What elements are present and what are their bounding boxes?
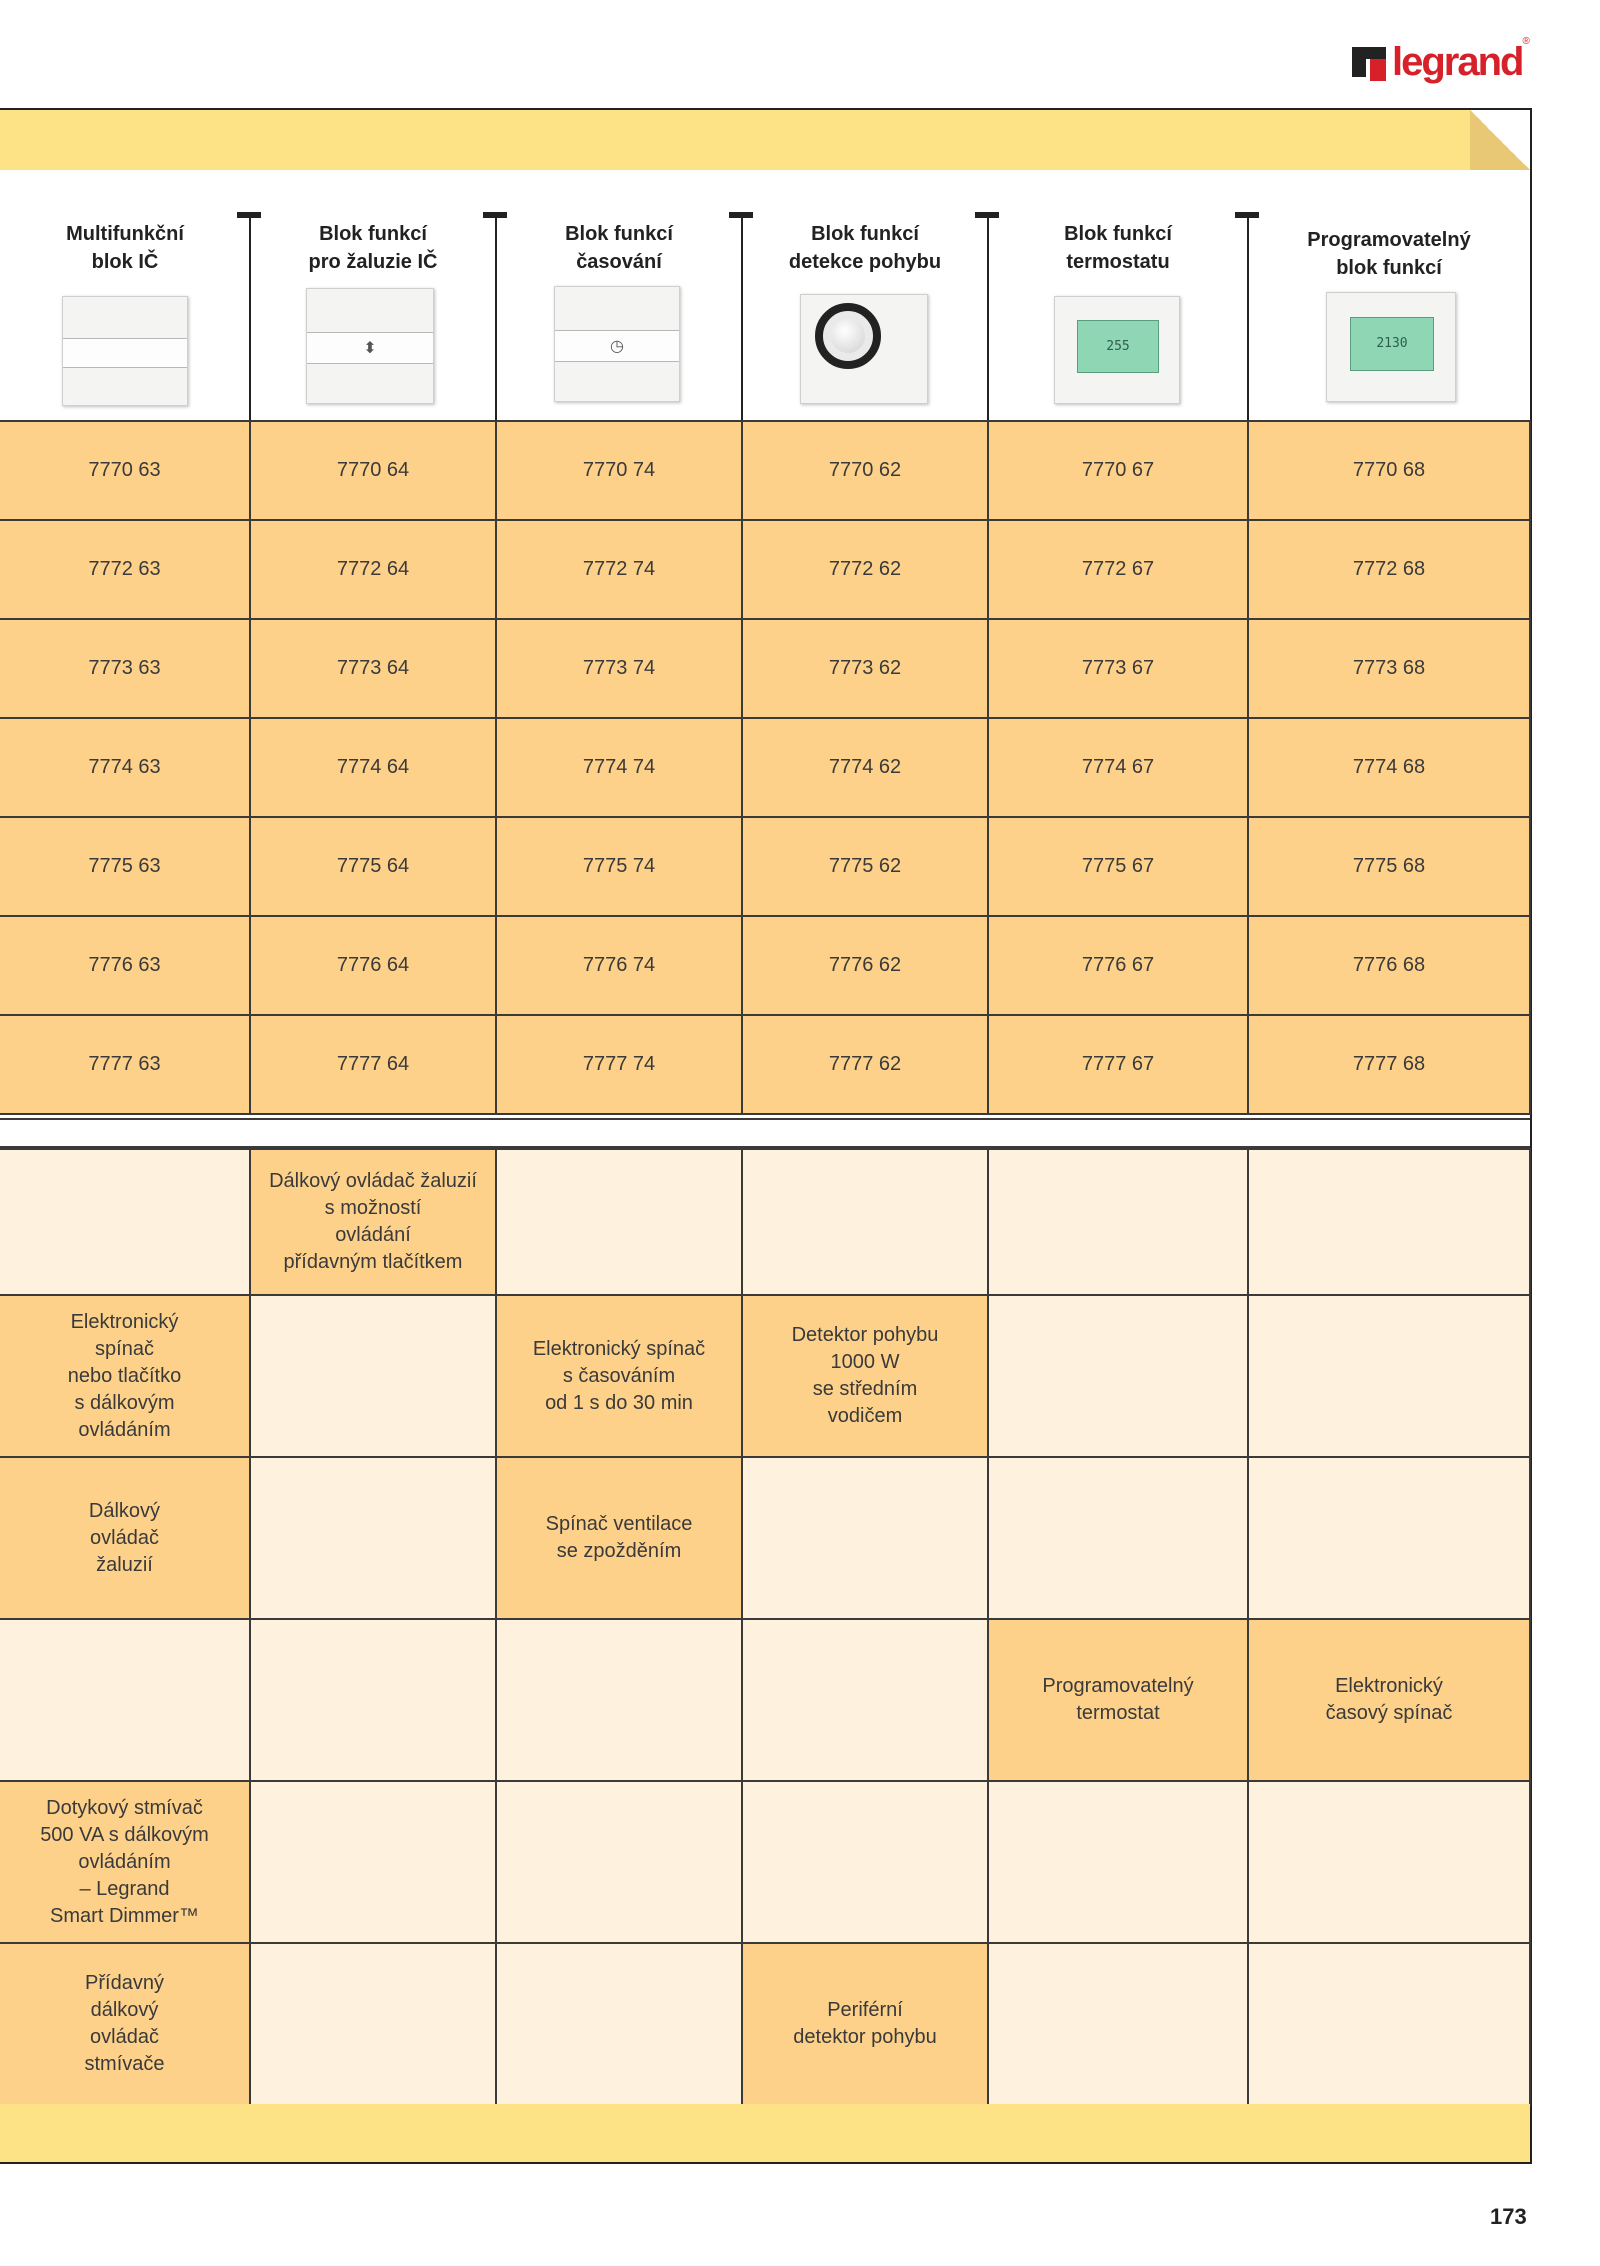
lcd-display-icon: 2130 <box>1350 317 1434 371</box>
table-cell <box>1248 1149 1530 1295</box>
top-color-band <box>0 110 1530 170</box>
column-title-line: Multifunkční <box>66 223 184 245</box>
table-cell: Programovatelný termostat <box>988 1619 1248 1781</box>
table-cell: 7777 63 <box>0 1015 250 1114</box>
table-cell: 7776 74 <box>496 916 742 1015</box>
table-cell <box>250 1457 496 1619</box>
column-separator <box>987 218 989 422</box>
device-photo <box>800 294 928 404</box>
description-row <box>0 1295 1530 1457</box>
lcd-display-icon: 255 <box>1077 320 1158 373</box>
table-gap <box>0 1118 1530 1148</box>
column-title <box>250 220 496 276</box>
code-row <box>0 1015 1530 1114</box>
device-label-strip: ⬍ <box>307 332 433 364</box>
device-photo <box>306 288 434 404</box>
column-title-line: Programovatelný <box>1307 229 1471 251</box>
table-cell: 7773 68 <box>1248 619 1530 718</box>
code-row <box>0 619 1530 718</box>
table-cell: 7777 64 <box>250 1015 496 1114</box>
table-cell <box>0 1619 250 1781</box>
column-title <box>1248 226 1530 282</box>
table-cell: 7772 67 <box>988 520 1248 619</box>
code-row <box>0 520 1530 619</box>
table-cell: 7775 67 <box>988 817 1248 916</box>
table-cell: 7770 63 <box>0 421 250 520</box>
table-cell <box>742 1457 988 1619</box>
description-row <box>0 1619 1530 1781</box>
code-row <box>0 916 1530 1015</box>
table-cell: Dálkový ovládač žaluzií <box>0 1457 250 1619</box>
table-cell: Detektor pohybu 1000 W se středním vodičem <box>742 1295 988 1457</box>
table-cell <box>1248 1295 1530 1457</box>
table-cell <box>1248 1943 1530 2105</box>
description-row <box>0 1457 1530 1619</box>
table-cell <box>988 1149 1248 1295</box>
column-separator <box>495 218 497 422</box>
column-title <box>496 220 742 276</box>
table-cell: 7777 68 <box>1248 1015 1530 1114</box>
description-row <box>0 1781 1530 1943</box>
table-cell: Elektronický spínač s časováním od 1 s do 30 min <box>496 1295 742 1457</box>
table-cell <box>1248 1781 1530 1943</box>
table-cell: 7776 63 <box>0 916 250 1015</box>
device-photo <box>62 296 188 406</box>
table-cell: 7777 74 <box>496 1015 742 1114</box>
table-cell: 7774 67 <box>988 718 1248 817</box>
page-number: 173 <box>1490 2204 1527 2229</box>
table-cell <box>496 1781 742 1943</box>
table-cell <box>250 1943 496 2105</box>
table-cell: Elektronický spínač nebo tlačítko s dálkovým ovládáním <box>0 1295 250 1457</box>
table-cell: 7775 68 <box>1248 817 1530 916</box>
column-title-line: Blok funkcí <box>565 223 673 245</box>
table-cell <box>742 1149 988 1295</box>
column-title-line: časování <box>576 251 662 273</box>
function-description-table <box>0 1148 1531 2106</box>
table-cell: 7775 63 <box>0 817 250 916</box>
table-cell: 7775 62 <box>742 817 988 916</box>
device-photo <box>1326 292 1456 402</box>
table-cell: 7777 67 <box>988 1015 1248 1114</box>
table-cell <box>496 1149 742 1295</box>
table-cell <box>250 1619 496 1781</box>
table-cell <box>496 1943 742 2105</box>
table-cell: 7772 63 <box>0 520 250 619</box>
code-row <box>0 421 1530 520</box>
table-cell <box>496 1619 742 1781</box>
table-cell: 7772 64 <box>250 520 496 619</box>
column-separator <box>249 218 251 422</box>
table-cell: 7776 64 <box>250 916 496 1015</box>
device-label-strip: ◷ <box>555 330 679 362</box>
table-cell <box>1248 1457 1530 1619</box>
table-cell: 7770 67 <box>988 421 1248 520</box>
brand-name: legrand <box>1392 40 1523 84</box>
legrand-logo <box>1352 32 1548 92</box>
table-cell: 7776 67 <box>988 916 1248 1015</box>
table-cell <box>250 1295 496 1457</box>
column-title-line: pro žaluzie IČ <box>308 251 438 273</box>
column-title-line: Blok funkcí <box>1064 223 1172 245</box>
table-cell: 7773 74 <box>496 619 742 718</box>
table-cell: 7773 62 <box>742 619 988 718</box>
column-title-line: termostatu <box>1066 251 1170 273</box>
column-title-line: blok IČ <box>91 251 159 273</box>
table-cell: 7770 64 <box>250 421 496 520</box>
table-cell <box>742 1619 988 1781</box>
description-row <box>0 1149 1530 1295</box>
table-cell: 7775 64 <box>250 817 496 916</box>
table-cell: 7772 74 <box>496 520 742 619</box>
table-cell: 7773 64 <box>250 619 496 718</box>
table-cell: 7770 62 <box>742 421 988 520</box>
registered-mark: ® <box>1522 36 1530 47</box>
column-title <box>988 220 1248 276</box>
bottom-color-band <box>0 2104 1530 2162</box>
column-title-line: Blok funkcí <box>811 223 919 245</box>
table-cell <box>988 1943 1248 2105</box>
table-cell: 7774 64 <box>250 718 496 817</box>
table-cell: 7776 68 <box>1248 916 1530 1015</box>
column-title <box>742 220 988 276</box>
column-title-line: blok funkcí <box>1336 257 1442 279</box>
column-separator <box>1247 218 1249 422</box>
table-cell <box>988 1457 1248 1619</box>
table-cell: 7775 74 <box>496 817 742 916</box>
table-cell <box>250 1781 496 1943</box>
table-cell: Elektronický časový spínač <box>1248 1619 1530 1781</box>
column-title-line: detekce pohybu <box>788 251 942 273</box>
column-header-row <box>0 170 1530 420</box>
table-cell: Dálkový ovládač žaluzií s možností ovládání přídavným tlačítkem <box>250 1149 496 1295</box>
code-row <box>0 718 1530 817</box>
code-row <box>0 817 1530 916</box>
table-cell: 7772 68 <box>1248 520 1530 619</box>
table-cell <box>988 1781 1248 1943</box>
table-cell: 7774 62 <box>742 718 988 817</box>
table-cell: 7773 67 <box>988 619 1248 718</box>
table-cell: Dotykový stmívač 500 VA s dálkovým ovládáním – Legrand Smart Dimmer™ <box>0 1781 250 1943</box>
column-separator <box>741 218 743 422</box>
table-cell: Spínač ventilace se zpožděním <box>496 1457 742 1619</box>
column-title <box>0 220 250 276</box>
page-fold-corner <box>1470 110 1530 170</box>
table-cell <box>742 1781 988 1943</box>
table-cell: Přídavný dálkový ovládač stmívače <box>0 1943 250 2105</box>
table-cell: 7770 68 <box>1248 421 1530 520</box>
device-photo <box>1054 296 1180 404</box>
device-photo <box>554 286 680 402</box>
legrand-logo-icon <box>1352 43 1386 81</box>
description-row <box>0 1943 1530 2105</box>
table-cell: 7770 74 <box>496 421 742 520</box>
table-cell: 7776 62 <box>742 916 988 1015</box>
table-cell <box>0 1149 250 1295</box>
table-cell: 7774 63 <box>0 718 250 817</box>
motion-sensor-lens-icon <box>815 303 881 369</box>
column-title-line: Blok funkcí <box>319 223 427 245</box>
table-cell: 7774 68 <box>1248 718 1530 817</box>
table-cell: 7774 74 <box>496 718 742 817</box>
table-cell: 7773 63 <box>0 619 250 718</box>
table-cell: 7772 62 <box>742 520 988 619</box>
device-label-strip <box>63 338 187 368</box>
table-cell <box>988 1295 1248 1457</box>
table-cell: Periférní detektor pohybu <box>742 1943 988 2105</box>
table-cell: 7777 62 <box>742 1015 988 1114</box>
catalogue-number-table <box>0 420 1531 1115</box>
